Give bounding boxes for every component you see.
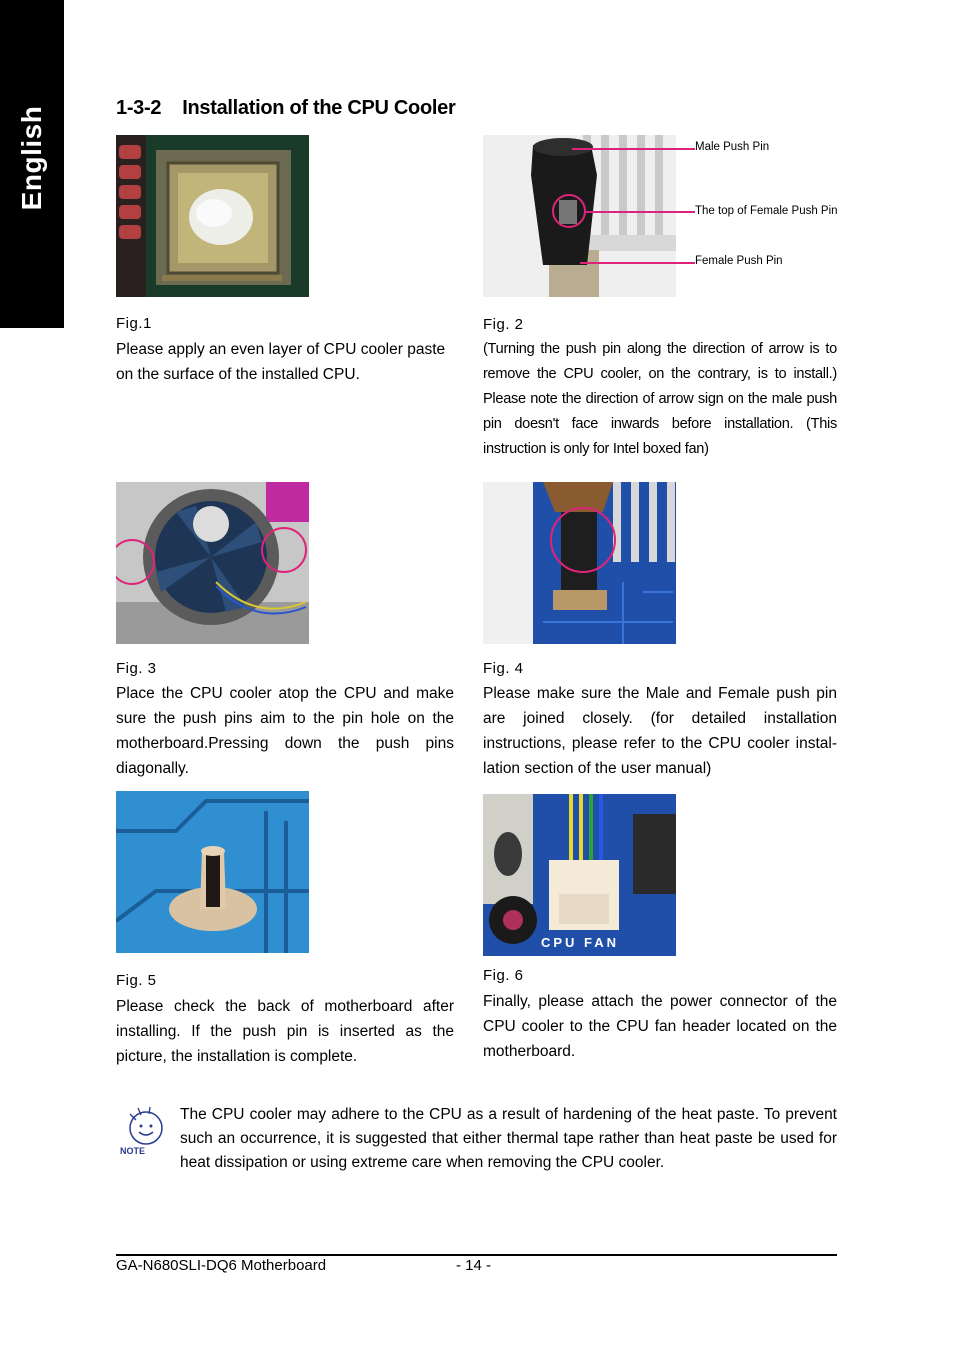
fig6-photo <box>483 794 676 956</box>
fig1-label: Fig.1 <box>116 315 152 332</box>
female-pin-callout-line <box>580 262 695 264</box>
note-text: The CPU cooler may adhere to the CPU as a result of hardening of the heat paste. To prevent such an occurrence, it is suggested that either thermal tape rather than heat paste be used for heat dissipation or using extreme care when removing the CPU cooler. <box>180 1106 837 1171</box>
female-top-callout: The top of Female Push Pin <box>695 205 838 217</box>
fig5-photo <box>116 791 309 953</box>
fig3-description: Place the CPU cooler atop the CPU and make sure the push pins aim to the pin hole on the motherboard.Pressing down the push pins diagonally. <box>116 685 454 777</box>
fig1-photo <box>116 135 309 297</box>
fig6-description: Finally, please attach the power connector of the CPU cooler to the CPU fan header located on the motherboard. <box>483 993 837 1060</box>
fig2-label: Fig. 2 <box>483 316 524 333</box>
footer-page-number: - 14 - <box>456 1257 492 1274</box>
fig6-board-text <box>541 935 619 950</box>
language-tab-label: English <box>16 105 47 211</box>
male-pin-callout-line <box>572 148 695 150</box>
note-label: NOTE <box>120 1146 146 1156</box>
fig6-label: Fig. 6 <box>483 967 524 984</box>
footer-model: GA-N680SLI-DQ6 Motherboard <box>116 1257 327 1274</box>
female-top-callout-line <box>585 211 695 213</box>
fig4-description: Please make sure the Male and Female push pin are joined closely. (for detailed installation instructions, please refer to the CPU cooler instal-lation section of the user manual) <box>483 685 837 777</box>
fig3-label: Fig. 3 <box>116 660 157 677</box>
fig3-photo <box>116 482 309 644</box>
svg-text:CPU FAN: CPU FAN <box>541 935 620 950</box>
fig5-description: Please check the back of motherboard after installing. If the push pin is inserted as the picture, the installation is complete. <box>116 998 454 1065</box>
fig1-description: Please apply an even layer of CPU cooler paste on the surface of the installed CPU. <box>116 341 446 383</box>
fig4-photo <box>483 482 676 644</box>
language-tab <box>0 0 64 328</box>
female-pin-callout: Female Push Pin <box>695 255 783 267</box>
footer-rule <box>116 1254 837 1256</box>
fig2-description: (Turning the push pin along the direction of arrow is to remove the CPU cooler, on the contrary, is to install.) Please note the direction of arrow sign on the male push pin doesn't face inwards before installation. (This instruction is only for Intel boxed fan) <box>483 341 837 457</box>
fig5-label: Fig. 5 <box>116 972 157 989</box>
fig2-photo <box>483 135 676 297</box>
section-title: 1-3-2 Installation of the CPU Cooler <box>116 97 456 119</box>
male-pin-callout: Male Push Pin <box>695 141 770 153</box>
fig4-label: Fig. 4 <box>483 660 524 677</box>
